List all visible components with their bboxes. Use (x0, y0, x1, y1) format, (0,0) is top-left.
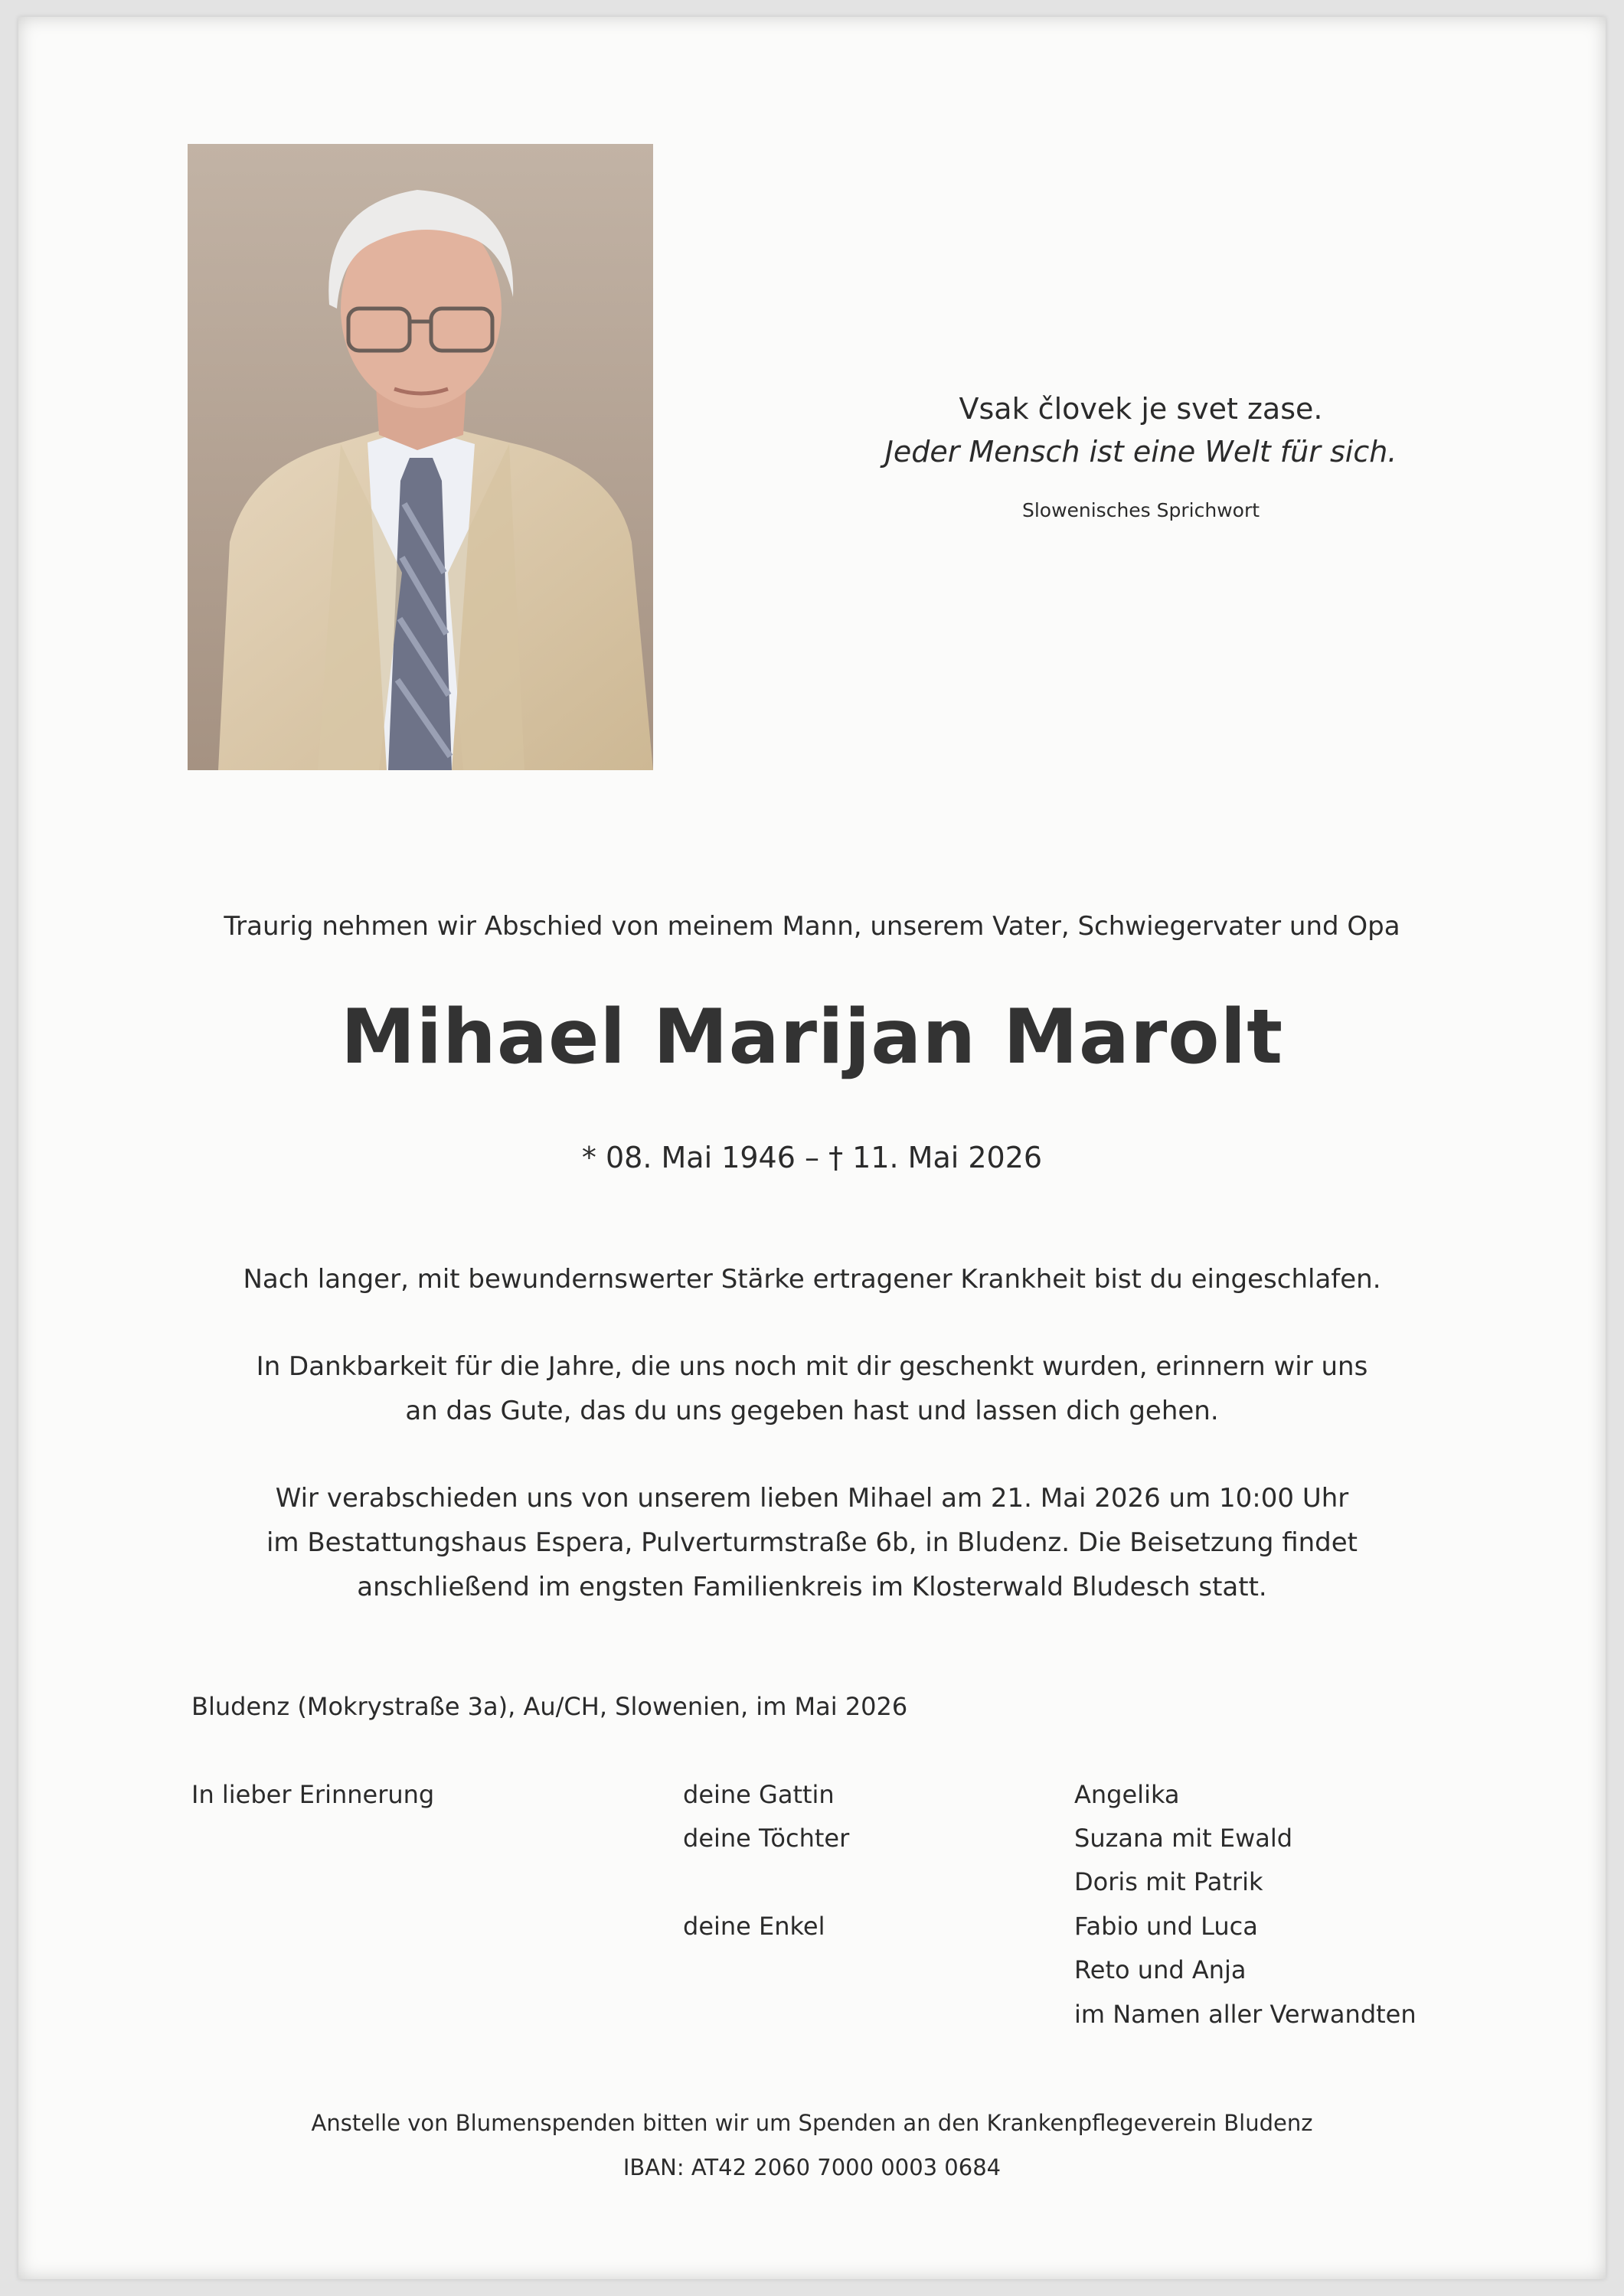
signature-heading: In lieber Erinnerung (191, 1780, 435, 1809)
role-toechter: deine Töchter (683, 1824, 850, 1853)
paragraph-line: Nach langer, mit bewundernswerter Stärke ertragener Krankheit bist du eingeschlafen. (243, 1264, 1381, 1295)
iban: IBAN: AT42 2060 7000 0003 0684 (622, 2154, 1002, 2180)
paragraph-gratitude (0, 1344, 1624, 1433)
paragraph-line: Wir verabschieden uns von unserem lieben Mihael am 21. Mai 2026 um 10:00 Uhr (275, 1483, 1349, 1514)
place-and-date: Bludenz (Mokrystraße 3a), Au/CH, Slowenien, im Mai 2026 (191, 1692, 908, 1721)
role-enkel: deine Enkel (683, 1912, 825, 1941)
paragraph-line: anschließend im engsten Familienkreis im Klosterwald Bludesch statt. (357, 1572, 1267, 1602)
mourner-name: Suzana mit Ewald (1074, 1824, 1293, 1853)
mourner-name: Angelika (1074, 1780, 1180, 1809)
farewell-intro: Traurig nehmen wir Abschied von meinem Mann, unserem Vater, Schwiegervater und Opa (224, 911, 1400, 942)
proverb-source: Slowenisches Sprichwort (1021, 499, 1260, 521)
mourner-name: im Namen aller Verwandten (1074, 2000, 1417, 2029)
mourner-name: Doris mit Patrik (1074, 1867, 1263, 1896)
paragraph-ceremony (0, 1476, 1624, 1609)
paragraph-line: im Bestattungshaus Espera, Pulverturmstraße 6b, in Bludenz. Die Beisetzung findet (266, 1527, 1358, 1558)
life-dates: * 08. Mai 1946 – † 11. Mai 2026 (581, 1141, 1043, 1174)
mourner-name: Fabio und Luca (1074, 1912, 1258, 1941)
portrait-photo (188, 144, 653, 770)
paragraph-illness (0, 1257, 1624, 1302)
paragraph-line: In Dankbarkeit für die Jahre, die uns noch mit dir geschenkt wurden, erinnern wir uns (256, 1351, 1368, 1382)
mourner-name: Reto und Anja (1074, 1955, 1247, 1984)
proverb-german: Jeder Mensch ist eine Welt für sich. (884, 435, 1397, 469)
role-gattin: deine Gattin (683, 1780, 835, 1809)
donation-note: Anstelle von Blumenspenden bitten wir um Spenden an den Krankenpflegeverein Bludenz (311, 2110, 1313, 2136)
proverb-slovenian: Vsak človek je svet zase. (959, 392, 1323, 426)
deceased-name: Mihael Marijan Marolt (340, 994, 1284, 1081)
paragraph-line: an das Gute, das du uns gegeben hast und lassen dich gehen. (405, 1396, 1219, 1426)
